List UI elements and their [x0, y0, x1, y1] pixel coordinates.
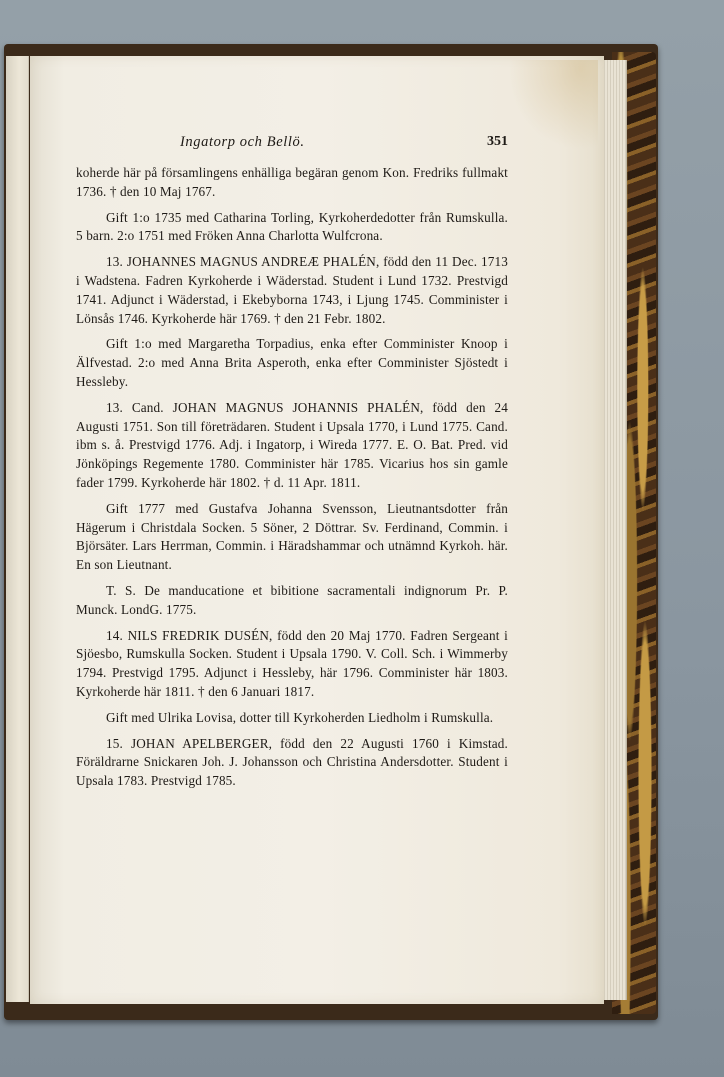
paragraph: T. S. De manducatione et bibitione sacramentali indignorum Pr. P. Munck. LondG. 1775. — [76, 582, 508, 617]
paragraph: 13. JOHANNES MAGNUS ANDREÆ PHALÉN, född den 11 Dec. 1713 i Wadstena. Fadren Kyrkoherde i Wäderstad. Student i Lund 1732. Prestvigd 1741. Adjunct i Wäderstad, i Ekebyborna 1743, i Ljung 1745. Comminister i Lönsås 1746. Kyrkoherde här 1769. † den 21 Febr. 1802. — [76, 254, 508, 326]
paragraph: koherde här på församlingens enhälliga begäran genom Kon. Fredriks fullmakt 1736. † den 10 Maj 1767. — [76, 165, 508, 199]
paragraph: Gift med Ulrika Lovisa, dotter till Kyrkoherden Liedholm i Rumskulla. — [106, 709, 494, 725]
running-header — [76, 134, 508, 154]
paragraph: Gift 1:o 1735 med Catharina Torling, Kyrkoherdedotter från Rumskulla. 5 barn. 2:o 1751 med Fröken Anna Charlotta Wulfcrona. — [76, 209, 508, 244]
page-stain — [508, 60, 598, 150]
paragraph: 14. NILS FREDRIK DUSÉN, född den 20 Maj 1770. Fadren Sergeant i Sjöesbo, Rumskulla Socken. Student i Upsala 1790. V. Coll. Sch. i Wimmerby 1794. Prestvigd 1795. Adjunct i Hessleby, här 1796. Comminister här 1803. Kyrkoherde här 1811. † den 6 Januari 1817. — [76, 627, 508, 699]
paragraph: Gift 1:o med Margaretha Torpadius, enka efter Comminister Knoop i Älfvestad. 2:o med Anna Brita Asperoth, enka efter Comminister Sjöstedt i Hessleby. — [76, 336, 508, 389]
running-header-title: Ingatorp och Bellö. — [180, 134, 305, 150]
paragraph: Gift 1777 med Gustafva Johanna Svensson, Lieutnantsdotter från Hägerum i Christdala Socken. 5 Söner, 2 Döttrar. Sv. Ferdinand, Commin. i Björsäter. Lars Herrman, Commin. i Häradshammar och utnämnd Kyrkoh. här. En son Lieutnant. — [76, 500, 508, 573]
left-page-edge — [6, 56, 29, 1002]
paragraph: 13. Cand. JOHAN MAGNUS JOHANNIS PHALÉN, född den 24 Augusti 1751. Son till företrädaren. Student i Upsala 1770, i Lund 1775. Cand. ibm s. å. Prestvigd 1776. Adj. i Ingatorp, i Wireda 1777. E. O. Bat. Pred. vid Jönköpings Regemente 1780. Comminister här 1785. Vicarius hos sin gamle fader 1799. Kyrkoherde här 1802. † d. 11 Apr. 1811. — [76, 399, 508, 490]
page-number: 351 — [487, 134, 508, 149]
page-body — [76, 164, 508, 798]
paragraph: 15. JOHAN APELBERGER, född den 22 Augusti 1760 i Kimstad. Föräldrarne Snickaren Joh. J. Johansson och Christina Andersdotter. Student i Upsala 1783. Prestvigd 1785. — [76, 735, 508, 789]
